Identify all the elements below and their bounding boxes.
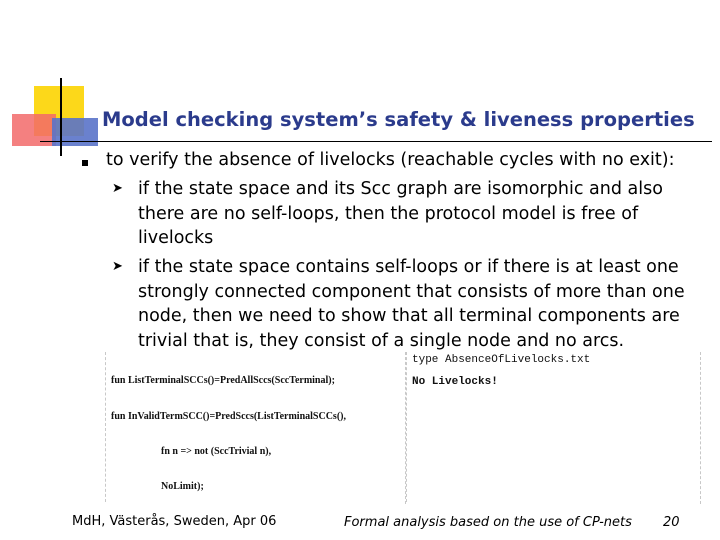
- bullet-square-icon: [82, 160, 88, 166]
- terminal-result: No Livelocks!: [412, 376, 498, 388]
- arrow-bullet-icon: ➤: [112, 181, 123, 196]
- code-line: fun InValidTermSCC()=PredSccs(ListTerminalSCCs(),: [111, 410, 346, 422]
- arrow-bullet-icon: ➤: [112, 259, 123, 274]
- terminal-command: type AbsenceOfLivelocks.txt: [412, 354, 591, 366]
- code-line: fn n => not (SccTrivial n),: [111, 445, 272, 457]
- code-line: NoLimit);: [111, 480, 204, 492]
- slide-title: Model checking system’s safety & liveness properties: [102, 108, 695, 131]
- sub-bullet-2: if the state space contains self-loops or if there is at least one strongly connected component that consists of more than one node, then we need to show that all terminal components are trivial that is, they consist of a single node and no arcs.: [138, 257, 685, 351]
- title-underline: [40, 141, 712, 142]
- footer-title: Formal analysis based on the use of CP-nets: [344, 515, 632, 530]
- code-snippet: [105, 352, 407, 502]
- page-number: 20: [663, 515, 680, 530]
- sub-bullet-1: if the state space and its Scc graph are isomorphic and also there are no self-loops, then the protocol model is free of livelocks: [138, 179, 663, 248]
- code-line: fun ListTerminalSCCs()=PredAllSccs(SccTerminal);: [111, 375, 335, 387]
- terminal-output-panel: [405, 352, 701, 504]
- bullet-text: to verify the absence of livelocks (reachable cycles with no exit):: [106, 150, 675, 170]
- footer-location: MdH, Västerås, Sweden, Apr 06: [72, 514, 277, 529]
- decor-vertical-line: [60, 78, 62, 156]
